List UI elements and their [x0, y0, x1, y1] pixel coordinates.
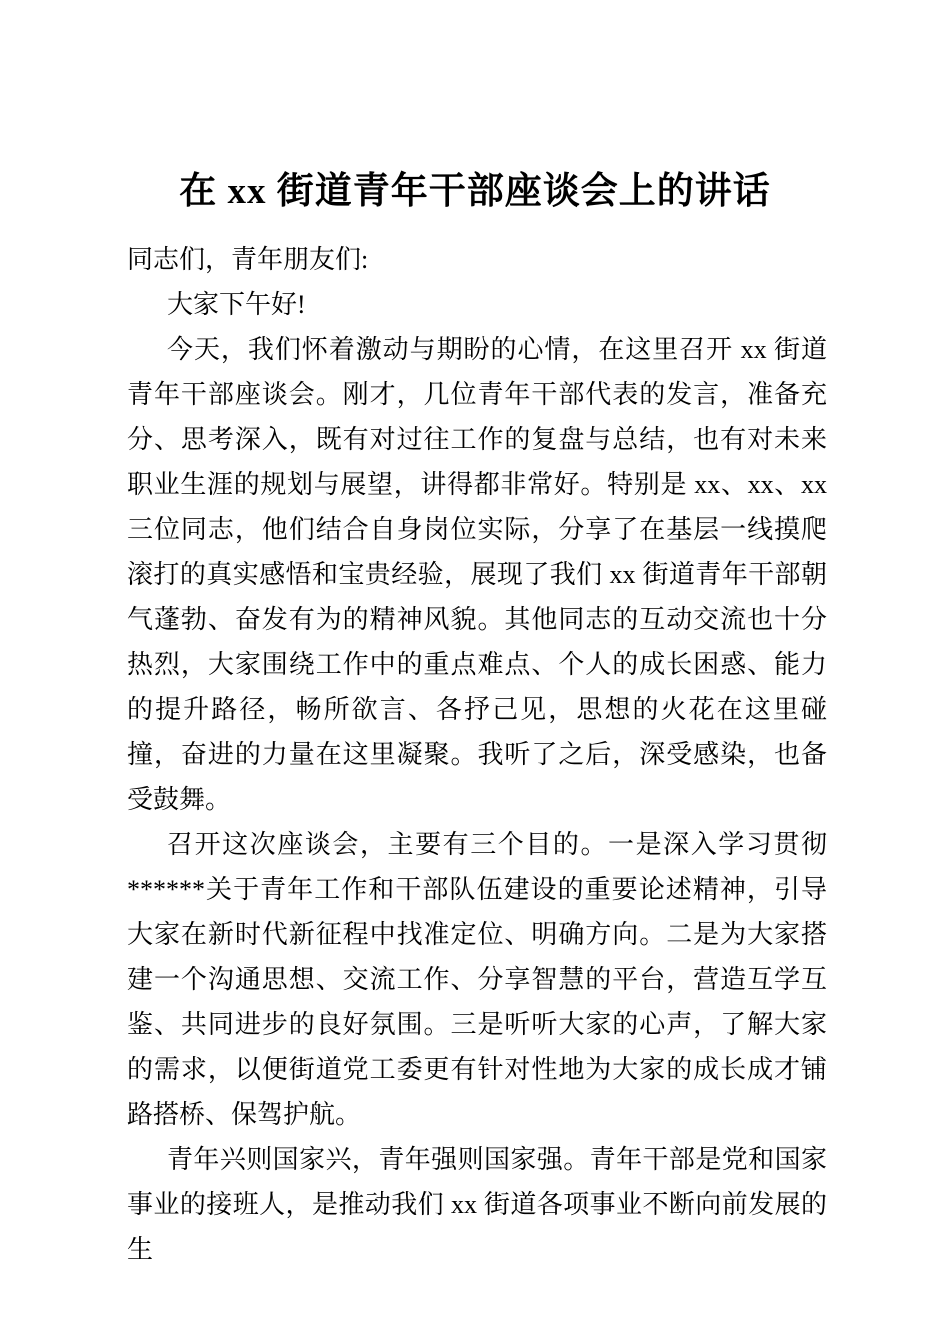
paragraph-meeting-purposes: 召开这次座谈会，主要有三个目的。一是深入学习贯彻******关于青年工作和干部队伍建设的重要论述精神，引导大家在新时代新征程中找准定位、明确方向。二是为大家搭建一个沟通思想、交流工作、分享智慧的平台，营造互学互鉴、共同进步的良好氛围。三是听听大家的心声，了解大家的需求，以便街道党工委更有针对性地为大家的成长成才铺路搭桥、保驾护航。: [127, 830, 827, 1129]
paragraph-salutation: 同志们，青年朋友们:: [127, 245, 369, 274]
paragraph-greeting: 大家下午好!: [167, 290, 306, 319]
paragraph-youth-importance: 青年兴则国家兴，青年强则国家强。青年干部是党和国家事业的接班人，是推动我们 xx 街道各项事业不断向前发展的生: [127, 1145, 827, 1264]
document-body: [127, 237, 827, 1272]
paragraph-opening-remarks: 今天，我们怀着激动与期盼的心情，在这里召开 xx 街道青年干部座谈会。刚才，几位青年干部代表的发言，准备充分、思考深入，既有对过往工作的复盘与总结，也有对未来职业生涯的规划与展望，讲得都非常好。特别是 xx、xx、xx 三位同志，他们结合自身岗位实际，分享了在基层一线摸爬滚打的真实感悟和宝贵经验，展现了我们 xx 街道青年干部朝气蓬勃、奋发有为的精神风貌。其他同志的互动交流也十分热烈，大家围绕工作中的重点难点、个人的成长困惑、能力的提升路径，畅所欲言、各抒己见，思想的火花在这里碰撞，奋进的力量在这里凝聚。我听了之后，深受感染，也备受鼓舞。: [127, 335, 827, 814]
document-title: 在 xx 街道青年干部座谈会上的讲话: [179, 171, 771, 212]
